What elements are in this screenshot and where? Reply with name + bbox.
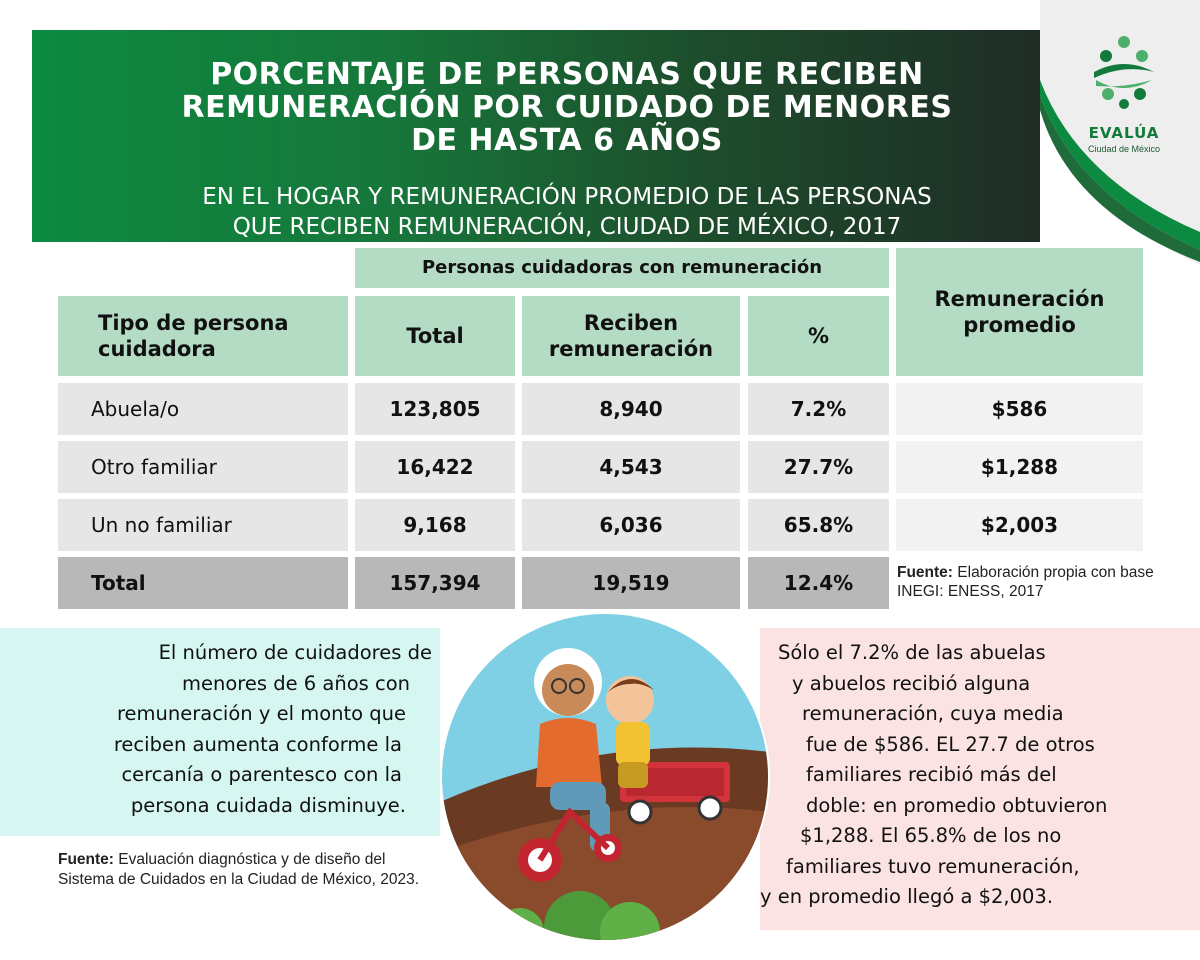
right-note-line: y abuelos recibió alguna bbox=[792, 671, 1031, 695]
left-note-source-label: Fuente: bbox=[58, 851, 114, 868]
title-line-2: REMUNERACIÓN POR CUIDADO DE MENORES bbox=[181, 90, 953, 125]
left-note-text bbox=[20, 638, 440, 821]
title-banner bbox=[32, 30, 1062, 242]
left-note-line: remuneración y el monto que bbox=[116, 702, 406, 725]
table-header-tipo: Tipo de persona cuidadora bbox=[58, 296, 348, 376]
page-subtitle bbox=[32, 182, 1102, 242]
table-row-3-tipo: Un no familiar bbox=[58, 499, 348, 551]
right-note-line: Sólo el 7.2% de las abuelas bbox=[778, 641, 1046, 664]
table-row-2-remun: $1,288 bbox=[896, 441, 1143, 493]
table-header-reciben: Reciben remuneración bbox=[522, 296, 740, 376]
right-note-line: y en promedio llegó a $2,003. bbox=[760, 885, 1054, 908]
logo-brand: EVALÚA bbox=[1088, 124, 1160, 142]
left-note-line: reciben aumenta conforme la bbox=[113, 732, 402, 756]
evalua-logo-icon bbox=[1086, 34, 1162, 110]
left-note-source-text: Evaluación diagnóstica y de diseño del Sistema de Cuidados en la Ciudad de México, 2023. bbox=[58, 851, 420, 888]
table-row-1-pct: 7.2% bbox=[748, 383, 889, 435]
table-row-2-total: 16,422 bbox=[355, 441, 515, 493]
right-note-line: $1,288. El 65.8% de los no bbox=[800, 824, 1062, 847]
table-total-reciben: 19,519 bbox=[522, 557, 740, 609]
table-row-1-tipo: Abuela/o bbox=[58, 383, 348, 435]
table-row-2-pct: 27.7% bbox=[748, 441, 889, 493]
title-line-1: PORCENTAJE DE PERSONAS QUE RECIBEN bbox=[210, 57, 924, 92]
table-total-total: 157,394 bbox=[355, 557, 515, 609]
table-row-3-total: 9,168 bbox=[355, 499, 515, 551]
left-note-line: persona cuidada disminuye. bbox=[130, 793, 406, 817]
table-header-remuneracion: Remuneración promedio bbox=[896, 248, 1143, 376]
table-row-3-pct: 65.8% bbox=[748, 499, 889, 551]
table-row-2-tipo: Otro familiar bbox=[58, 441, 348, 493]
table-row-3-reciben: 6,036 bbox=[522, 499, 740, 551]
subtitle-line-1: EN EL HOGAR Y REMUNERACIÓN PROMEDIO DE LAS PERSONAS bbox=[202, 184, 932, 210]
left-note-line: menores de 6 años con bbox=[181, 671, 410, 695]
table-row-1-total: 123,805 bbox=[355, 383, 515, 435]
page-title bbox=[32, 58, 1102, 157]
table-row-1-reciben: 8,940 bbox=[522, 383, 740, 435]
left-note-line: cercanía o parentesco con la bbox=[121, 763, 402, 786]
right-note-line: doble: en promedio obtuvieron bbox=[806, 793, 1108, 817]
table-row-2-reciben: 4,543 bbox=[522, 441, 740, 493]
title-line-3: DE HASTA 6 AÑOS bbox=[411, 123, 723, 158]
table-source bbox=[897, 563, 1197, 601]
table-row-1-remun: $586 bbox=[896, 383, 1143, 435]
table-header-total: Total bbox=[355, 296, 515, 376]
left-note-source bbox=[58, 850, 438, 890]
logo-city: Ciudad de México bbox=[1087, 144, 1161, 154]
table-row-3-remun: $2,003 bbox=[896, 499, 1143, 551]
table-source-text: Elaboración propia con base INEGI: ENESS, 2017 bbox=[897, 564, 1154, 600]
logo bbox=[1074, 124, 1174, 154]
table-source-label: Fuente: bbox=[897, 564, 953, 581]
table-total-pct: 12.4% bbox=[748, 557, 889, 609]
table-group-header: Personas cuidadoras con remuneración bbox=[355, 248, 889, 288]
right-note-text bbox=[752, 638, 1192, 913]
table-header-pct: % bbox=[748, 296, 889, 376]
left-note-line: El número de cuidadores de bbox=[158, 641, 432, 664]
table-total-tipo: Total bbox=[58, 557, 348, 609]
right-note-line: familiares tuvo remuneración, bbox=[786, 854, 1080, 878]
right-note-line: fue de $586. EL 27.7 de otros bbox=[806, 732, 1095, 756]
right-note-line: familiares recibió más del bbox=[806, 763, 1057, 786]
subtitle-line-2: QUE RECIBEN REMUNERACIÓN, CIUDAD DE MÉXICO, 2017 bbox=[232, 214, 902, 240]
right-note-line: remuneración, cuya media bbox=[802, 702, 1064, 725]
grandparent-child-illustration bbox=[440, 612, 770, 942]
